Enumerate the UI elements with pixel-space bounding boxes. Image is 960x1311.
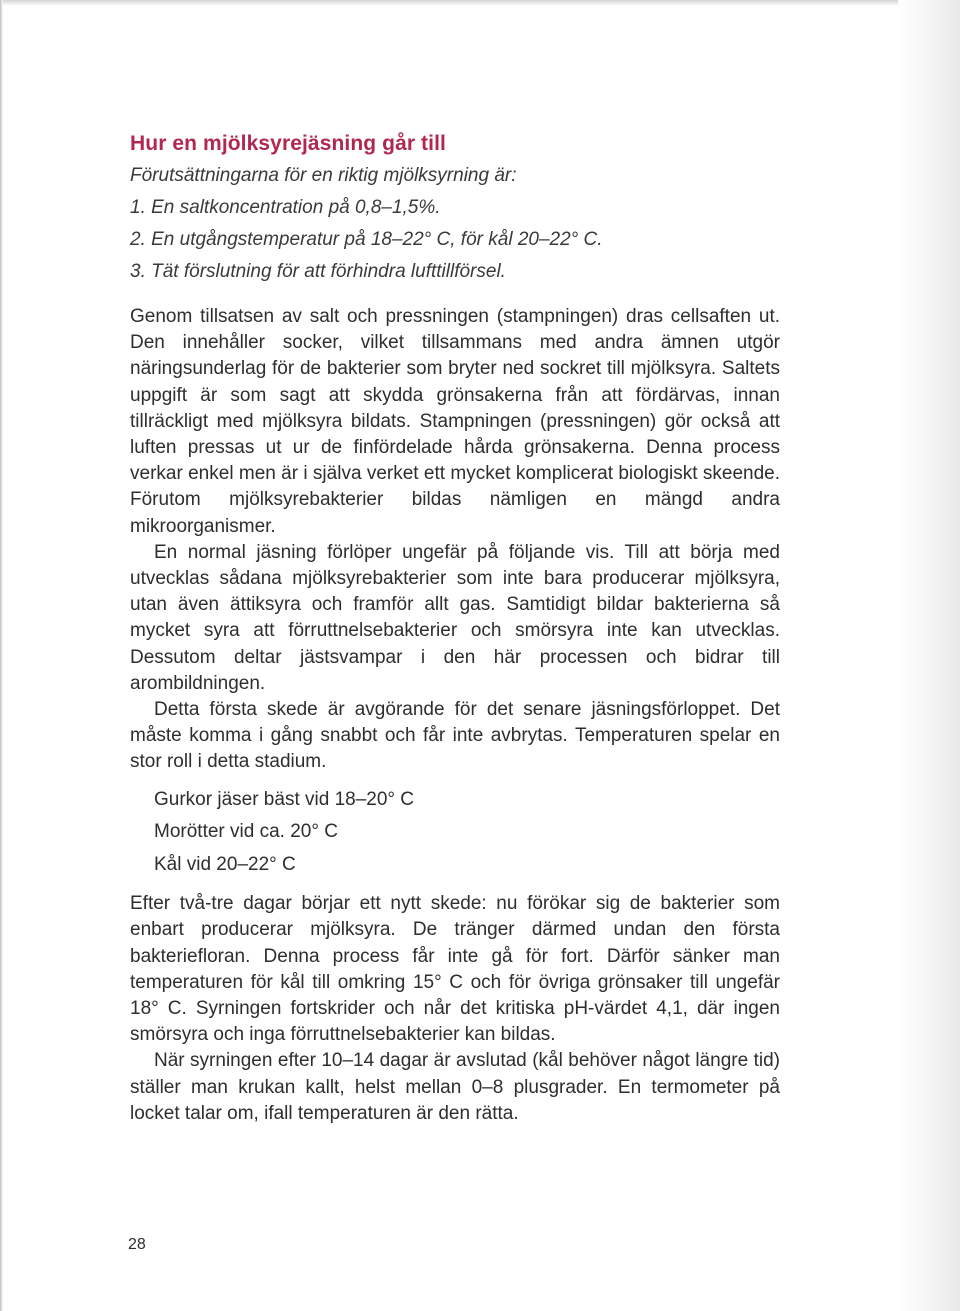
page-number: 28	[128, 1236, 146, 1253]
scan-left-edge	[0, 0, 3, 1311]
temperature-item: Gurkor jäser bäst vid 18–20° C	[154, 788, 414, 810]
requirements-intro: Förutsättningarna för en riktig mjölksyrning är:	[130, 165, 517, 186]
paragraph: Genom tillsatsen av salt och pressningen (stampningen) dras cellsaften ut. Den innehåller socker, vilket tillsammans med andra ämnen utgör näringsunderlag för de bakterier som bryter ned sockret till mjölksyra. Saltets uppgift är som sagt att skydda grönsakerna från att fördärvas, innan tillräckligt med mjölksyra bildats. Stampningen (pressningen) gör också att luften pressas ut ur de finfördelade hårda grönsakerna. Denna process verkar enkel men är i själva verket ett mycket komplicerat biologiskt skeende. Förutom mjölksyrebakterier bildas nämligen en mängd andra mikroorganismer.	[130, 306, 780, 537]
temperature-item: Kål vid 20–22° C	[154, 853, 296, 875]
requirement-item: 1. En saltkoncentration på 0,8–1,5%.	[130, 197, 441, 218]
paragraph: När syrningen efter 10–14 dagar är avslutad (kål behöver något längre tid) ställer man krukan kallt, helst mellan 0–8 plusgrader. En termometer på locket talar om, ifall temperaturen är den rätta.	[130, 1050, 780, 1124]
temperature-list	[130, 784, 780, 882]
paragraph: En normal jäsning förlöper ungefär på följande vis. Till att börja med utvecklas sådana mjölksyrebakterier som inte bara producerar mjölksyra, utan även ättiksyra och framför allt gas. Samtidigt bildar bakterierna så mycket syra att förruttnelsebakterier och smörsyra inte kan utvecklas. Dessutom deltar jästsvampar i den här processen och bidrar till arombildningen.	[130, 541, 780, 694]
scan-top-edge	[0, 0, 960, 6]
requirement-item: 3. Tät förslutning för att förhindra lufttillförsel.	[130, 261, 506, 282]
requirement-item: 2. En utgångstemperatur på 18–22° C, för kål 20–22° C.	[130, 229, 603, 250]
paragraph: Detta första skede är avgörande för det senare jäsningsförloppet. Det måste komma i gång snabbt och får inte avbrytas. Temperaturen spelar en stor roll i detta stadium.	[130, 699, 780, 773]
section-heading: Hur en mjölksyrejäsning går till	[130, 132, 446, 155]
temperature-item: Morötter vid ca. 20° C	[154, 821, 338, 843]
page-content	[130, 130, 780, 1127]
requirements-list	[130, 160, 780, 288]
scan-right-shadow	[898, 0, 960, 1311]
paragraph: Efter två-tre dagar börjar ett nytt skede: nu förökar sig de bakterier som enbart producerar mjölksyra. De tränger därmed undan den första bakteriefloran. Denna process får inte gå för fort. Därför sänker man temperaturen för kål till omkring 15° C och för övriga grönsaker till ungefär 18° C. Syrningen fortskrider och når det kritiska pH-värdet 4,1, där ingen smörsyra och inga förruttnelsebakterier kan bildas.	[130, 893, 780, 1046]
